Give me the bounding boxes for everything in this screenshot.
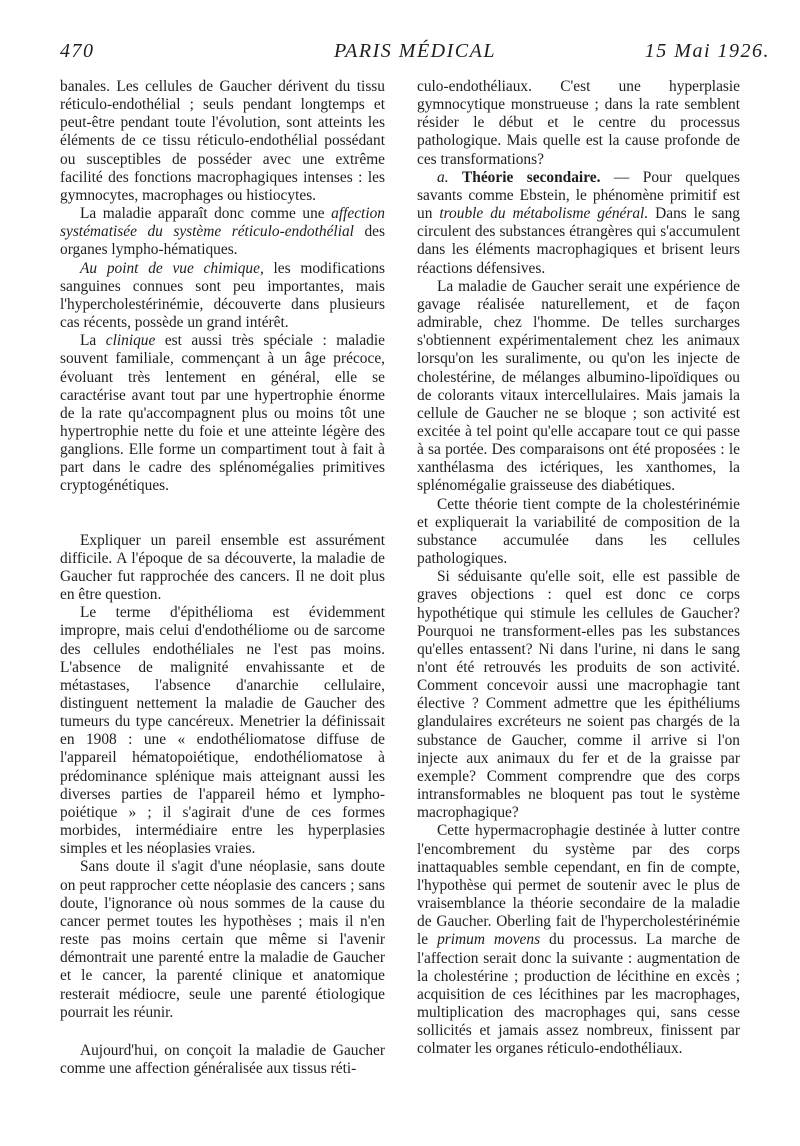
page-header (60, 40, 770, 70)
paragraph: Si séduisante qu'elle soit, elle est passible de graves objections : quel est donc ce corps hypothétique qui stimule les cellules de Gaucher? Pourquoi ne transforment-elles pas les substances qu'elles entassent? Ni dans l'urine, ni dans le sang n'ont été retrouvés les produits de son activité. Comment concevoir aussi une macrophagie tant élective ? Comment admettre que les épithéliums glandulaires excréteurs ne soient pas chargés de la substance de Gaucher, comme il arrive si l'on injecte aux animaux du fer et de la graisse par exemple? Comment comprendre que des corps intransformables ne bloquent pas tout le système macrophagique? (417, 568, 740, 822)
paragraph: Aujourd'hui, on conçoit la maladie de Gaucher comme une affection généralisée aux tissus réti- (60, 1041, 385, 1077)
paragraph: banales. Les cellules de Gaucher dérivent du tissu réticulo-endothélial ; seuls pendant longtemps et peut-être pendant toute l'évolution, sont atteints les éléments de ce tissu réticulo-endothélial possédant ou susceptibles de posséder avec une extrême facilité des fonctions macrophagiques intenses : les gymnocytes, macrophages ou histiocytes. (60, 78, 385, 204)
paragraph: Cette hypermacrophagie destinée à lutter contre l'encombrement du système par des corps inattaquables semble cependant, en fin de compte, l'hypothèse qui permet de soutenir avec le plus de vraisemblance la théorie secondaire de la maladie de Gaucher. Oberling fait de l'hypercholestérinémie le primum movens du processus. La marche de l'affection serait donc la suivante : augmentation de la cholestérine ; production de lécithine en excès ; acquisition de ces lécithines par les macrophages, multiplication des macrophages qui, sans cesse sollicités et jamais assez nombreux, finissent par colmater les organes réticulo-endothéliaux. (417, 822, 740, 1058)
paragraph: Le terme d'épithélioma est évidemment impropre, mais celui d'endothéliome ou de sarcome des cellules endothéliales ne l'est pas moins. L'absence de malignité envahissante et de métastases, l'absence d'anarchie cellulaire, distinguent nettement la maladie de Gaucher des tumeurs du type cancéreux. Menetrier la définissait en 1908 : une « endothéliomatose diffuse de l'appareil hématopoiétique, endothéliomatose à prédominance splénique mais atteignant aussi les diverses parties de l'appareil hémo et lympho-poiétique » ; il s'agirait d'une de ces formes morbides, intermédiaire entre les hyperplasies simples et les néoplasies vraies. (60, 604, 385, 858)
left-column (60, 78, 385, 1078)
section-paragraph: a. Théorie secondaire. — Pour quelques savants comme Ebstein, le phénomène primitif est un trouble du métabolisme général. Dans le sang circulent des substances étrangères qui s'accumulent dans les éléments macrophagiques et brisent leurs réactions défensives. (417, 168, 741, 277)
paragraph: culo-endothéliaux. C'est une hyperplasie gymnocytique monstrueuse ; dans la rate semblent résider le début et le centre du processus pathologique. Mais quelle est la cause profonde de ces transformations? (417, 78, 740, 168)
paragraph: Sans doute il s'agit d'une néoplasie, sans doute on peut rapprocher cette néoplasie des cancers ; sans doute, l'ignorance où nous sommes de la cause du cancer permet toutes les hypothèses ; mais il n'en reste pas moins certain que même si l'avenir démontrait une parenté entre la maladie de Gaucher et le cancer, la parenté clinique et anatomique resterait médiocre, seule une parenté étiologique pourrait les réunir. (60, 858, 385, 1021)
paragraph: Cette théorie tient compte de la cholestérinémie et expliquerait la variabilité de composition de la substance accumulée dans les cellules pathologiques. (417, 495, 740, 568)
section-heading: Théorie secondaire. (462, 168, 601, 186)
right-column (417, 78, 740, 1058)
paragraph: La clinique est aussi très spéciale : maladie souvent familiale, commençant à un âge précoce, évoluant très lentement en général, elle se caractérise avant tout par une hypertrophie énorme de la rate qu'accompagnent plus ou moins tôt une hypertrophie nette du foie et une atteinte légère des ganglions. Elle forme un compartiment tout à fait à part dans le cadre des splénomégalies primitives cryptogénétiques. (60, 332, 385, 495)
paragraph: La maladie apparaît donc comme une affection systématisée du système réticulo-endothélial des organes lympho-hématiques. (60, 205, 385, 259)
journal-title: PARIS MÉDICAL (334, 40, 496, 62)
paragraph: La maladie de Gaucher serait une expérience de gavage réalisée naturellement, et de façon admirable, chez l'homme. De telles surcharges s'obtiennent expérimentalement chez les animaux lorsqu'on les suralimente, ou qu'on les injecte de cholestérine, de mélanges albumino-lipoïdiques ou de colorants vitaux intercellulaires. Mais jamais la cellule de Gaucher ne se bloque ; son activité est excitée à tel point qu'elle accapare tout ce qui passe à sa portée. Des comparaisons ont été proposées : le xanthélasma des ictériques, les xanthomes, la splénomégalie graisseuse des diabétiques. (417, 277, 740, 495)
paragraph: Expliquer un pareil ensemble est assurément difficile. A l'époque de sa découverte, la maladie de Gaucher fut rapprochée des cancers. Il ne doit plus en être question. (60, 531, 385, 604)
paragraph: Au point de vue chimique, les modifications sanguines connues sont peu importantes, mais l'hypercholestérinémie, découverte dans plusieurs cas récents, possède un grand intérêt. (60, 259, 385, 332)
issue-date: 15 Mai 1926. (644, 40, 770, 62)
page-number: 470 (60, 40, 95, 62)
